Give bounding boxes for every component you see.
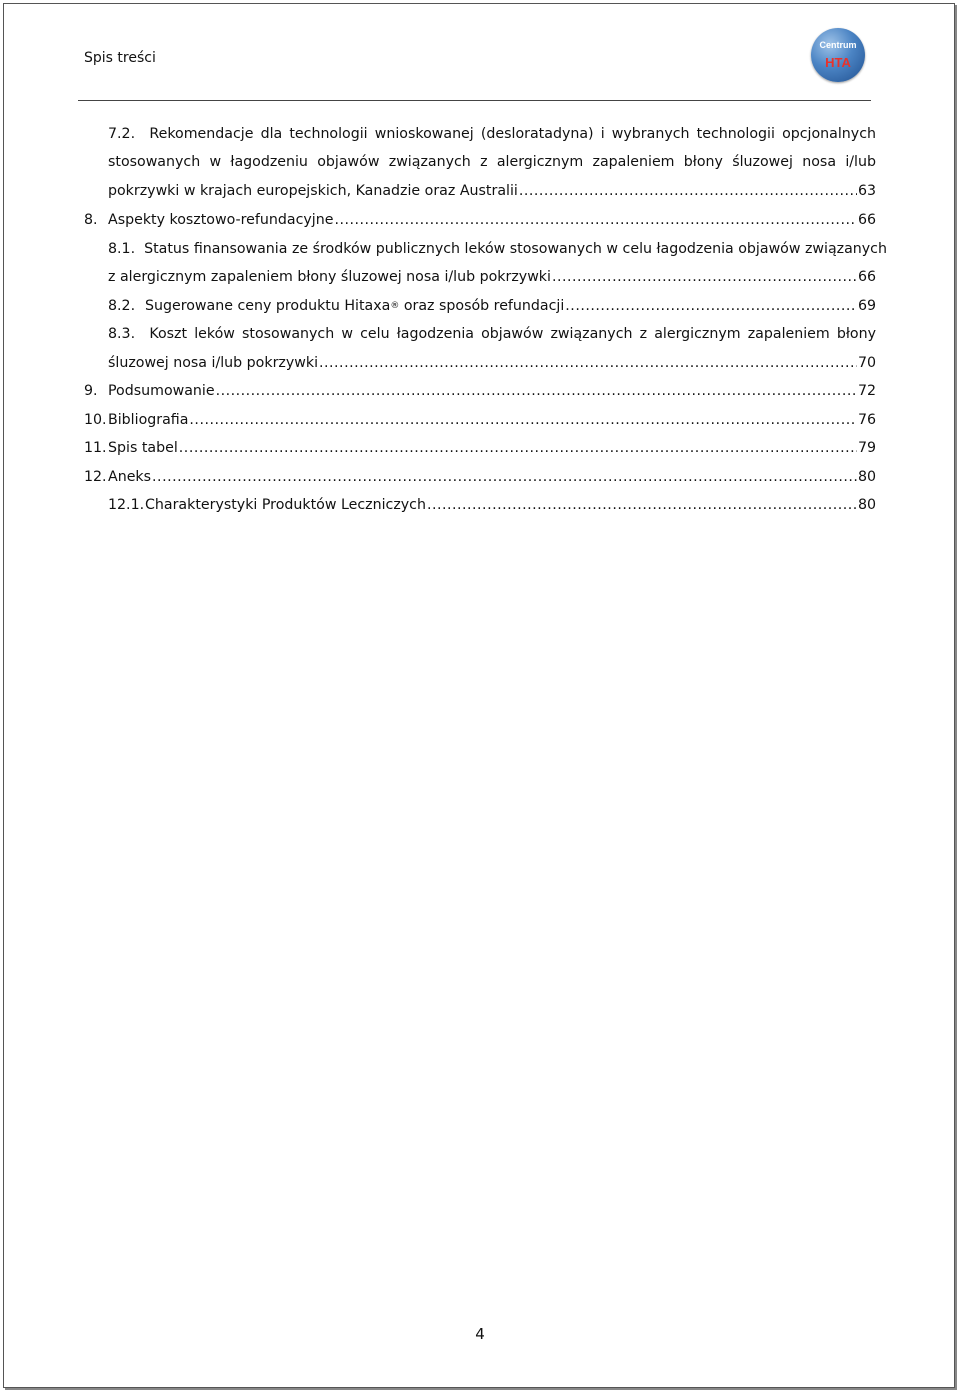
dot-leader <box>552 267 857 287</box>
toc-entry-11[interactable]: 11. Spis tabel ..... 79 <box>84 438 876 458</box>
toc-entry-9[interactable]: 9. Podsumowanie ..... 72 <box>84 381 876 401</box>
logo-text-top: Centrum <box>819 40 857 50</box>
toc-page-number: 70 <box>857 355 876 371</box>
dot-leader <box>319 353 857 373</box>
toc-entry-8-1-line1[interactable]: 8.1. Status finansowania ze środków publicznych leków stosowanych w celu łagodzenia objawów związanych <box>108 241 887 257</box>
logo-text-bottom: HTA <box>825 55 851 70</box>
toc-page-number: 66 <box>857 269 876 285</box>
toc-entry-7-2-line3[interactable]: pokrzywki w krajach europejskich, Kanadzie oraz Australii ..... 63 <box>108 181 876 201</box>
page-header-title: Spis treści <box>84 50 156 66</box>
header-divider <box>78 100 871 101</box>
dot-leader <box>519 181 857 201</box>
toc-entry-8[interactable]: 8. Aspekty kosztowo-refundacyjne ..... 66 <box>84 210 876 230</box>
toc-page-number: 63 <box>857 183 876 199</box>
dot-leader <box>334 210 856 230</box>
toc-entry-12-1[interactable]: 12.1. Charakterystyki Produktów Leczniczych ..... 80 <box>108 495 876 515</box>
toc-entry-7-2-line1[interactable]: 7.2. Rekomendacje dla technologii wnioskowanej (desloratadyna) i wybranych technologii opcjonalnych <box>108 126 876 142</box>
toc-page-number: 72 <box>857 383 876 399</box>
dot-leader <box>189 410 857 430</box>
dot-leader <box>179 438 857 458</box>
toc-entry-8-2[interactable]: 8.2. Sugerowane ceny produktu Hitaxa ® oraz sposób refundacji ..... 69 <box>108 296 876 316</box>
dot-leader <box>427 495 857 515</box>
page-number: 4 <box>475 1325 485 1343</box>
toc-entry-8-1-line2[interactable]: z alergicznym zapaleniem błony śluzowej nosa i/lub pokrzywki ..... 66 <box>108 267 876 287</box>
registered-mark: ® <box>390 301 400 311</box>
toc-page-number: 79 <box>857 440 876 456</box>
toc-entry-7-2-line2[interactable]: stosowanych w łagodzeniu objawów związanych z alergicznym zapaleniem błony śluzowej nosa i/lub <box>108 154 876 170</box>
toc-entry-12[interactable]: 12. Aneks ..... 80 <box>84 467 876 487</box>
toc-entry-10[interactable]: 10. Bibliografia ..... 76 <box>84 410 876 430</box>
toc-page-number: 66 <box>857 212 876 228</box>
toc-page-number: 69 <box>857 298 876 314</box>
toc-page-number: 80 <box>857 469 876 485</box>
toc-page-number: 80 <box>857 497 876 513</box>
toc-entry-8-3-line2[interactable]: śluzowej nosa i/lub pokrzywki ..... 70 <box>108 353 876 373</box>
dot-leader <box>152 467 857 487</box>
centrum-hta-logo <box>811 28 865 82</box>
toc-entry-8-3-line1[interactable]: 8.3. Koszt leków stosowanych w celu łagodzenia objawów związanych z alergicznym zapaleniem błony <box>108 326 876 342</box>
dot-leader <box>216 381 857 401</box>
toc-page-number: 76 <box>857 412 876 428</box>
dot-leader <box>565 296 857 316</box>
